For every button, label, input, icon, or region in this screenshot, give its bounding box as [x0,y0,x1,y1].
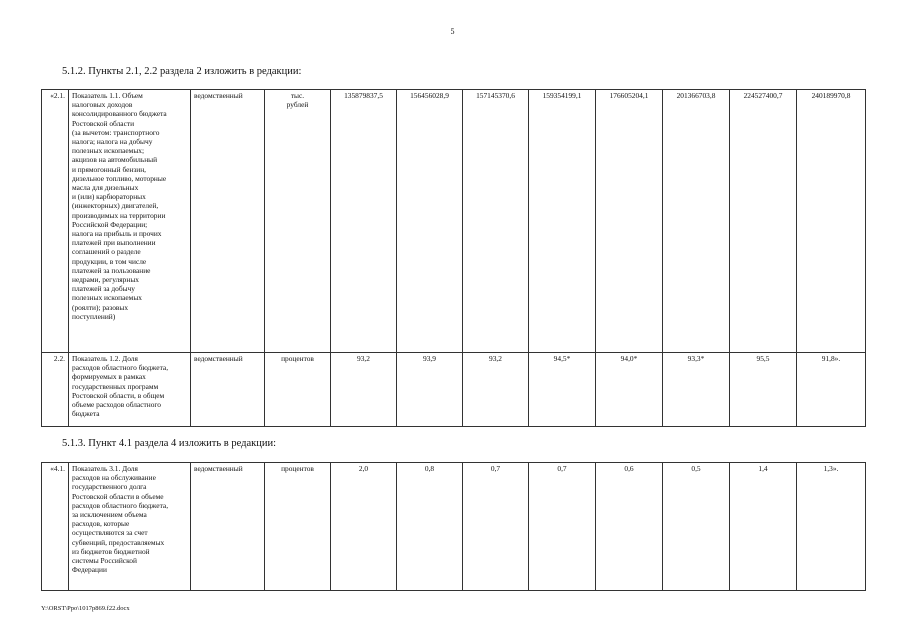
value-cell: 201366703,8 [663,90,730,353]
indicator-description: Показатель 3.1. Доля расходов на обслуживание государственного долга Ростовской области в объеме расходов областного бюджета, за исключением объема расходов, которые осуществляются за счет субвенций, предоставляемых из бюджетов бюджетной системы Российской Федерации [69,463,191,591]
unit-of-measure: тыс. рублей [265,90,331,353]
value-cell: 0,7 [463,463,529,591]
value-cell: 224527400,7 [730,90,797,353]
table-row [42,353,866,427]
indicator-type: ведомственный [191,353,265,427]
value-cell: 93,2 [331,353,397,427]
unit-of-measure: процентов [265,353,331,427]
page-number: 5 [450,27,455,36]
value-cell: 0,7 [529,463,596,591]
value-cell: 1,3». [797,463,866,591]
value-cell: 1,4 [730,463,797,591]
section-heading-512: 5.1.2. Пункты 2.1, 2.2 раздела 2 изложить в редакции: [62,66,302,77]
value-cell: 93,3* [663,353,730,427]
value-cell: 0,5 [663,463,730,591]
file-path-footer: Y:\ORST\Ppo\1017p869.f22.docx [41,605,130,612]
value-cell: 91,8». [797,353,866,427]
value-cell: 0,8 [397,463,463,591]
value-cell: 0,6 [596,463,663,591]
value-cell: 156456028,9 [397,90,463,353]
table-row [42,90,866,353]
value-cell: 93,9 [397,353,463,427]
value-cell: 95,5 [730,353,797,427]
indicator-description: Показатель 1.2. Доля расходов областного бюджета, формируемых в рамках государственных программ Ростовской области, в общем объеме расходов областного бюджета [69,353,191,427]
value-cell: 94,0* [596,353,663,427]
indicator-type: ведомственный [191,463,265,591]
value-cell: 176605204,1 [596,90,663,353]
value-cell: 93,2 [463,353,529,427]
unit-of-measure: процентов [265,463,331,591]
value-cell: 159354199,1 [529,90,596,353]
row-number: 2.2. [42,353,69,427]
value-cell: 240189970,8 [797,90,866,353]
section-heading-513: 5.1.3. Пункт 4.1 раздела 4 изложить в редакции: [62,438,277,449]
table-row [42,463,866,591]
row-number: «2.1. [42,90,69,353]
row-number: «4.1. [42,463,69,591]
value-cell: 94,5* [529,353,596,427]
value-cell: 157145370,6 [463,90,529,353]
indicator-type: ведомственный [191,90,265,353]
indicator-description: Показатель 1.1. Объем налоговых доходов консолидированного бюджета Ростовской области (за вычетом: транспортного налога; налога на добычу полезных ископаемых; акцизов на автомобильный и прямогонный бензин, дизельное топливо, моторные масла для дизельных и (или) карбюраторных (инжекторных) двигателей, производимых на территории Российской Федерации; налога на прибыль и прочих платежей при выполнении соглашений о разделе продукции, в том числе платежей за пользование недрами, регулярных платежей за добычу полезных ископаемых (роялти); разовых поступлений) [69,90,191,353]
value-cell: 135879837,5 [331,90,397,353]
indicators-table-section-2 [41,89,866,427]
value-cell: 2,0 [331,463,397,591]
indicators-table-section-4 [41,462,866,591]
